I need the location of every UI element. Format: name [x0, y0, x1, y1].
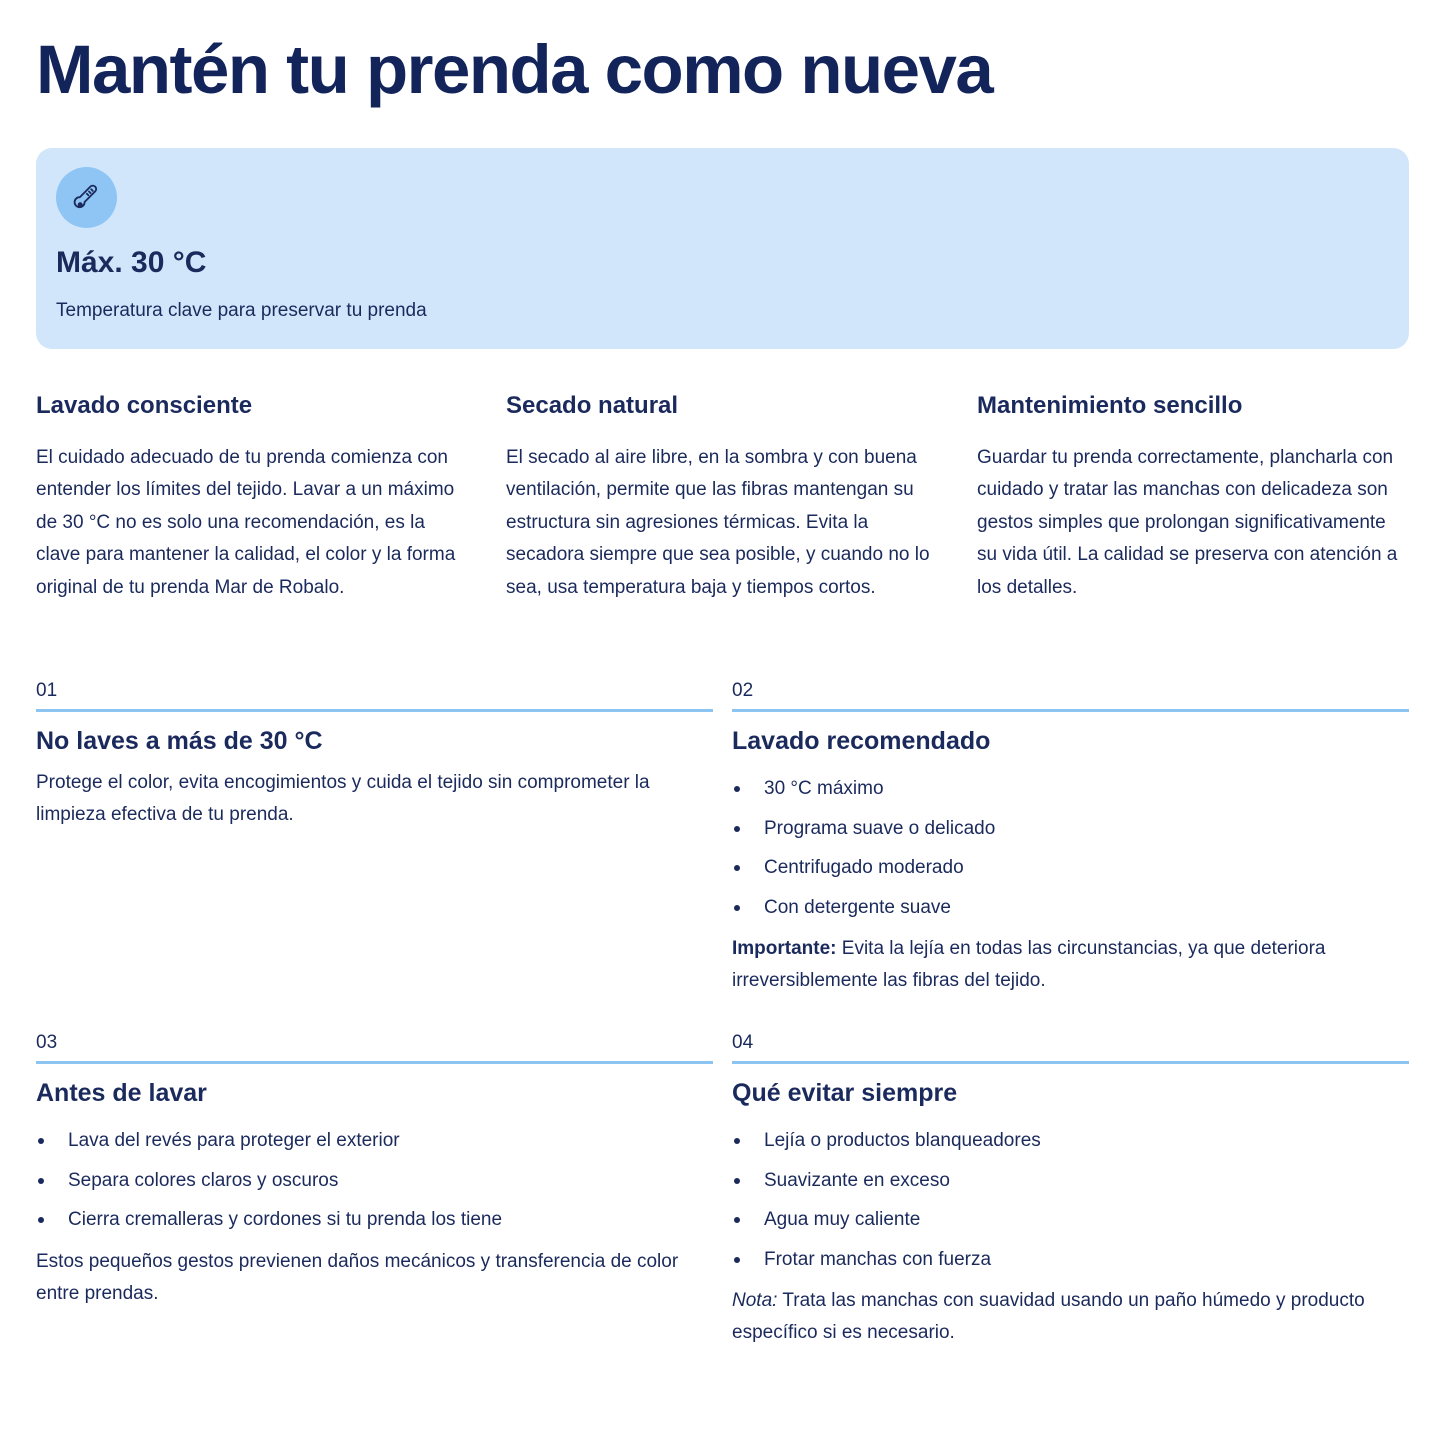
- column-body: Guardar tu prenda correctamente, plancharla con cuidado y tratar las manchas con delicadeza son gestos simples que prolongan significativamente su vida útil. La calidad se preserva con atención a los detalles.: [977, 447, 1398, 598]
- list-item: Lejía o productos blanqueadores: [732, 1121, 1409, 1161]
- list-item: Frotar manchas con fuerza: [732, 1240, 1409, 1280]
- avoid-list: [732, 1121, 1409, 1279]
- section-number: 04: [732, 1032, 754, 1053]
- list-item: Suavizante en exceso: [732, 1161, 1409, 1201]
- section-number: 01: [36, 680, 58, 701]
- list-item: Con detergente suave: [732, 888, 1409, 928]
- section-03: [36, 1029, 713, 1310]
- stain-note: [732, 1285, 1409, 1350]
- list-item: Cierra cremalleras y cordones si tu prenda los tiene: [36, 1200, 713, 1240]
- section-divider: [732, 709, 1409, 712]
- temperature-card: [36, 148, 1409, 349]
- column-mantenimiento-sencillo: [977, 392, 1402, 604]
- list-item: Agua muy caliente: [732, 1200, 1409, 1240]
- section-02: [732, 677, 1409, 998]
- list-item: Centrifugado moderado: [732, 848, 1409, 888]
- page-title: Mantén tu prenda como nueva: [36, 31, 993, 108]
- column-secado-natural: [506, 392, 931, 604]
- temperature-caption: Temperatura clave para preservar tu prenda: [56, 300, 427, 321]
- note-text: Evita la lejía en todas las circunstancias, ya que deteriora irreversiblemente las fibras del tejido.: [732, 938, 1326, 992]
- list-item: Lava del revés para proteger el exterior: [36, 1121, 713, 1161]
- section-body: Estos pequeños gestos previenen daños mecánicos y transferencia de color entre prendas.: [36, 1250, 679, 1304]
- section-number: 02: [732, 680, 754, 701]
- column-heading: Lavado consciente: [36, 392, 253, 419]
- note-label: Nota:: [732, 1290, 778, 1311]
- section-heading: Lavado recomendado: [732, 727, 991, 755]
- important-note: [732, 933, 1409, 998]
- section-heading: No laves a más de 30 °C: [36, 727, 323, 755]
- section-heading: Antes de lavar: [36, 1079, 207, 1107]
- list-item: Separa colores claros y oscuros: [36, 1161, 713, 1201]
- note-text: Trata las manchas con suavidad usando un paño húmedo y producto específico si es necesario.: [732, 1290, 1365, 1344]
- section-divider: [36, 1061, 713, 1064]
- list-item: 30 °C máximo: [732, 769, 1409, 809]
- column-heading: Secado natural: [506, 392, 679, 419]
- section-divider: [732, 1061, 1409, 1064]
- section-heading: Qué evitar siempre: [732, 1079, 958, 1107]
- column-body: El secado al aire libre, en la sombra y con buena ventilación, permite que las fibras mantengan su estructura sin agresiones térmicas. Evita la secadora siempre que sea posible, y cuando no lo sea, usa temperatura baja y tiempos cortos.: [506, 447, 930, 598]
- note-label: Importante:: [732, 938, 837, 959]
- column-heading: Mantenimiento sencillo: [977, 392, 1243, 419]
- column-body: El cuidado adecuado de tu prenda comienza con entender los límites del tejido. Lavar a un máximo de 30 °C no es solo una recomendación, es la clave para mantener la calidad, el color y la forma original de tu prenda Mar de Robalo.: [36, 447, 456, 598]
- column-lavado-consciente: [36, 392, 461, 604]
- section-body: Protege el color, evita encogimientos y cuida el tejido sin comprometer la limpieza efectiva de tu prenda.: [36, 772, 650, 826]
- max-temperature-value: Máx. 30 °C: [56, 246, 207, 279]
- section-04: [732, 1029, 1409, 1350]
- thermometer-icon: [56, 167, 117, 228]
- section-divider: [36, 709, 713, 712]
- section-01: [36, 677, 713, 832]
- section-number: 03: [36, 1032, 58, 1053]
- before-wash-list: [36, 1121, 713, 1240]
- list-item: Programa suave o delicado: [732, 809, 1409, 849]
- recommended-wash-list: [732, 769, 1409, 927]
